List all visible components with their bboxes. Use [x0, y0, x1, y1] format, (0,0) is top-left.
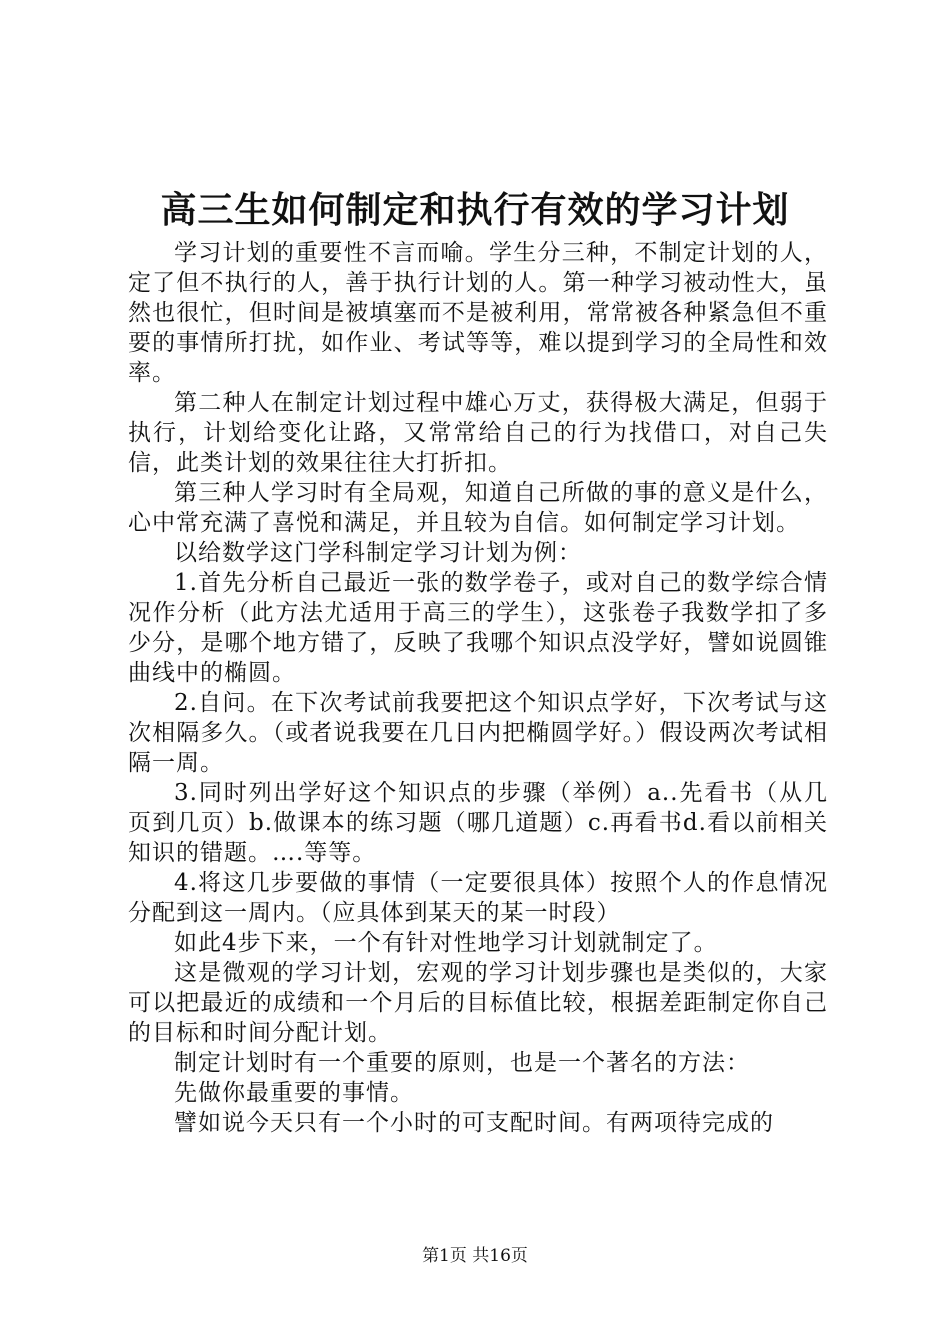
paragraph: 这是微观的学习计划，宏观的学习计划步骤也是类似的，大家可以把最近的成绩和一个月后的目标值比较，根据差距制定你自己的目标和时间分配计划。 [128, 960, 828, 1046]
document-body [128, 238, 828, 1138]
paragraph: 4.将这几步要做的事情（一定要很具体）按照个人的作息情况分配到这一周内。（应具体到某天的某一时段） [128, 870, 828, 926]
paragraph: 以给数学这门学科制定学习计划为例： [174, 540, 582, 566]
paragraph: 如此4步下来，一个有针对性地学习计划就制定了。 [174, 930, 718, 956]
paragraph: 第二种人在制定计划过程中雄心万丈，获得极大满足，但弱于执行，计划给变化让路，又常常给自己的行为找借口，对自己失信，此类计划的效果往往大打折扣。 [128, 390, 828, 476]
paragraph: 1.首先分析自己最近一张的数学卷子，或对自己的数学综合情况作分析（此方法尤适用于高三的学生），这张卷子我数学扣了多少分，是哪个地方错了，反映了我哪个知识点没学好，譬如说圆锥曲线中的椭圆。 [128, 570, 828, 686]
paragraph: 学习计划的重要性不言而喻。学生分三种，不制定计划的人，定了但不执行的人，善于执行计划的人。第一种学习被动性大，虽然也很忙，但时间是被填塞而不是被利用，常常被各种紧急但不重要的事情所打扰，如作业、考试等等，难以提到学习的全局性和效率。 [128, 240, 828, 386]
page-number-footer: 第1页 共16页 [422, 1246, 528, 1266]
document-title: 高三生如何制定和执行有效的学习计划 [160, 189, 790, 231]
paragraph: 2.自问。在下次考试前我要把这个知识点学好，下次考试与这次相隔多久。（或者说我要在几日内把椭圆学好。）假设两次考试相隔一周。 [128, 690, 828, 776]
paragraph: 先做你最重要的事情。 [174, 1080, 414, 1106]
paragraph: 第三种人学习时有全局观，知道自己所做的事的意义是什么，心中常充满了喜悦和满足，并且较为自信。如何制定学习计划。 [128, 480, 828, 536]
paragraph: 制定计划时有一个重要的原则，也是一个著名的方法： [174, 1050, 750, 1076]
paragraph: 3.同时列出学好这个知识点的步骤（举例）a..先看书（从几页到几页）b.做课本的练习题（哪几道题）c.再看书d.看以前相关知识的错题。….等等。 [128, 780, 828, 866]
paragraph: 譬如说今天只有一个小时的可支配时间。有两项待完成的 [174, 1110, 774, 1136]
